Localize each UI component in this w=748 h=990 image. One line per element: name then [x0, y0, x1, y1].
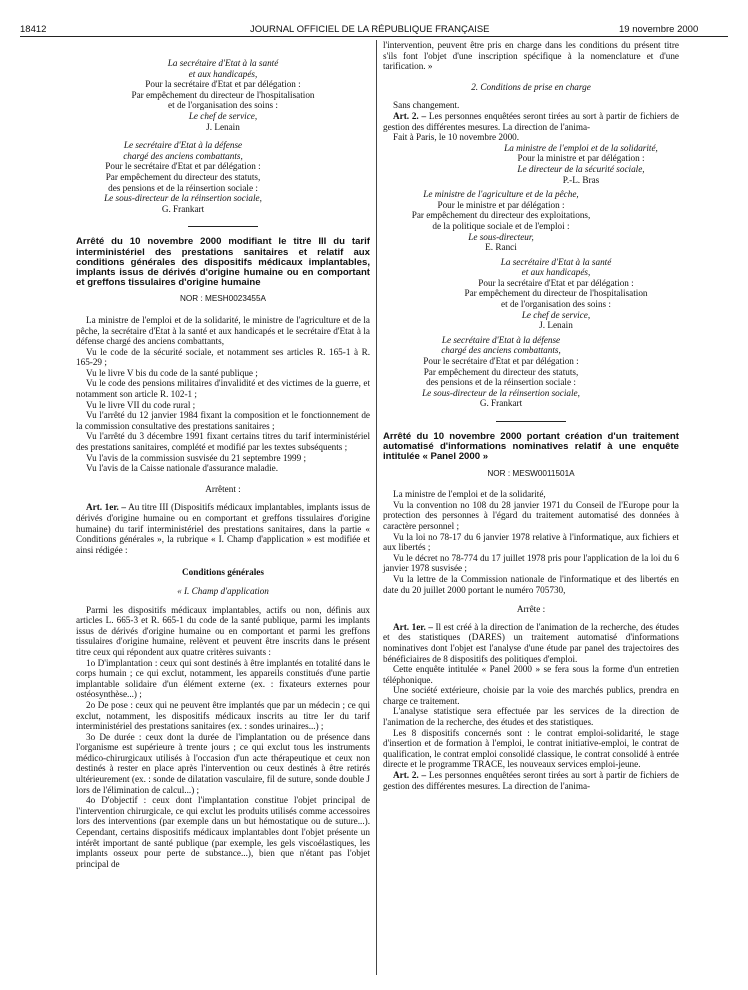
paragraph: Vu la loi no 78-17 du 6 janvier 1978 relative à l'informatique, aux fichiers et aux libertés ; — [383, 531, 679, 553]
paragraph: Vu le code de la sécurité sociale, et notamment ses articles R. 165-1 à R. 165-29 ; — [76, 346, 370, 368]
paragraph: L'analyse statistique sera effectuée par les services de la direction de l'animation de la recherche, des études et des statistiques. — [383, 706, 679, 728]
right-column — [383, 40, 679, 791]
signature-line: La secrétaire d'Etat à la santé — [167, 58, 279, 68]
section-separator — [496, 421, 566, 422]
signature-line: Le directeur de la sécurité sociale, — [517, 163, 645, 174]
section-separator — [188, 226, 258, 227]
signature-line: Le chef de service, — [521, 309, 591, 320]
subsection-heading: 2. Conditions de prise en charge — [471, 81, 591, 92]
signature-line: chargé des anciens combattants, — [123, 150, 243, 161]
decree-title: Arrêté du 10 novembre 2000 portant création d'un traitement automatisé d'informations nominatives relatif à une enquête intitulée « Panel 2000 » — [383, 431, 679, 463]
paragraph: Les 8 dispositifs concernés sont : le contrat emploi-solidarité, le stage d'insertion et de formation à l'emploi, le contrat initiative-emploi, le contrat de qualification, le contrat emploi consolidé classique, le contrat consolidé à entrée directe et le programme TRACE, les nouveaux services emploi-jeune. — [383, 727, 679, 770]
signature-name: J. Lenain — [206, 121, 240, 132]
signature-line: Par empêchement du directeur des exploitations, — [411, 210, 591, 221]
signature-block — [76, 58, 370, 132]
signature-line: La secrétaire d'Etat à la santé — [500, 256, 612, 267]
signature-block — [383, 189, 619, 253]
date-place: Fait à Paris, le 10 novembre 2000. — [393, 132, 520, 143]
paragraph: La ministre de l'emploi et de la solidarité, le ministre de l'agriculture et de la pêche, la secrétaire d'Etat à la santé et aux handicapés et le secrétaire d'Etat à la défense chargé des anciens combattants, — [76, 314, 370, 347]
article-text: Au titre III (Dispositifs médicaux implantables, implants issus de dérivés d'origine humaine ou en comportant et greffons tissulaires d'origine humaine) du tarif interministériel des prestations sanitaires, dans la partie « Conditions générales », la rubrique « I. Champ d'application » est modifiée et ainsi rédigée : — [76, 502, 370, 555]
paragraph: La ministre de l'emploi et de la solidarité, — [393, 489, 546, 500]
section-heading: Conditions générales — [182, 567, 264, 578]
paragraph: 1o D'implantation : ceux qui sont destinés à être implantés en totalité dans le corps humain ; ce qui exclut, notamment, les appareils constitués d'une partie implantable solidaire d'un élément externe (ex. : fixateurs externes pour ostéosynthèse...) ; — [76, 657, 370, 700]
article-label: Art. 1er. – — [86, 502, 127, 513]
article-text: Il est créé à la direction de l'animation de la recherche, des études et des statistiques (DARES) un traitement automatisé d'informations nominatives dont l'objet est l'analyse d'une étude par panel des trajectoires des bénéficiaires de 8 dispositifs des politiques d'emploi. — [383, 621, 680, 664]
article-2 — [383, 111, 679, 132]
decree-title: Arrêté du 10 novembre 2000 modifiant le titre III du tarif interministériel des prestations sanitaires et relatif aux conditions générales des dispositifs médicaux implantables, implants issus de dérivés d'origine humaine ou en comportant et greffons tissulaires d'origine humaine — [76, 236, 370, 289]
header-rule — [20, 36, 728, 37]
signature-block — [76, 140, 290, 214]
left-column — [76, 40, 370, 869]
signature-line: Par empêchement du directeur de l'hospitalisation — [131, 89, 315, 100]
paragraph: Vu le livre V bis du code de la santé publique ; — [86, 367, 258, 378]
paragraph: Vu la lettre de la Commission nationale de l'informatique et des libertés en date du 20 juillet 2000 portant le numéro 705730, — [383, 573, 679, 595]
article-1 — [76, 502, 370, 555]
arrete-heading: Arrête : — [516, 604, 546, 615]
paragraph: 4o D'objectif : ceux dont l'implantation constitue l'objet principal de l'intervention chirurgicale, ce qui exclut les produits utilisés comme accessoires lors des interventions (par exemple dans un but hémostatique ou de suture...). Cependant, certains dispositifs médicaux implantables dont l'objet présente un intérêt important de santé publique (par exemple, les gels viscoélastiques, les implants osseux pour perte de substance...), bien que n'étant pas l'objet principal de — [76, 795, 370, 869]
article-text: Les personnes enquêtées seront tirées au sort à partir de fichiers de gestion des différentes mesures. La direction de l'anima- — [383, 110, 679, 132]
signature-line: des pensions et de la réinsertion sociale : — [108, 182, 258, 193]
signature-name: J. Lenain — [539, 320, 573, 331]
paragraph: Sans changement. — [393, 100, 460, 111]
signature-line: Le sous-directeur, — [468, 231, 534, 242]
signature-line: et de l'organisation des soins : — [168, 100, 278, 111]
nor-reference: NOR : MESW0011501A — [487, 468, 575, 478]
signature-line: Le sous-directeur de la réinsertion sociale, — [422, 387, 580, 398]
article-label: Art. 1er. – — [393, 621, 433, 632]
paragraph: Vu l'arrêté du 3 décembre 1991 fixant certains titres du tarif interministériel des prestations sanitaires, complété et modifié par les textes subséquents ; — [76, 431, 370, 453]
signature-line: chargé des anciens combattants, — [441, 345, 561, 356]
paragraph: 3o De durée : ceux dont la durée de l'implantation ou de présence dans l'organisme est supérieure à trente jours ; ce qui exclut tous les instruments médico-chirurgicaux utilisés à l'occasion d'un acte thérapeutique et ceux non destinés à rester en place après l'intervention ou ceux destinés à être retirés ultérieurement (ex. : sonde de dilatation vasculaire, fil de suture, sonde double J lors de l'élimination de calcul...) ; — [76, 731, 370, 795]
signature-line: et de l'organisation des soins : — [501, 299, 611, 310]
paragraph: Une société extérieure, choisie par la voie des marchés publics, prendra en charge ce traitement. — [383, 685, 679, 706]
signature-line: Par empêchement du directeur de l'hospitalisation — [464, 288, 648, 299]
signature-line: et aux handicapés, — [188, 68, 258, 79]
paragraph: Cette enquête intitulée « Panel 2000 » se fera sous la forme d'un entretien téléphonique. — [383, 664, 679, 685]
signature-block — [483, 143, 679, 185]
signature-line: Par empêchement du directeur des statuts, — [105, 171, 261, 182]
paragraph: Vu le code des pensions militaires d'invalidité et des victimes de la guerre, et notamment son article R. 102-1 ; — [76, 378, 370, 400]
paragraph: l'intervention, peuvent être pris en charge dans les conditions du présent titre s'ils font l'objet d'une inscription spécifique à la nomenclature et d'une tarification. » — [383, 40, 679, 72]
signature-line: Par empêchement du directeur des statuts, — [423, 366, 579, 377]
article-text: Les personnes enquêtées seront tirées au sort à partir de fichiers de gestion des différentes mesures. La direction de l'anima- — [383, 770, 679, 791]
article-label: Art. 2. – — [393, 110, 427, 121]
signature-line: La ministre de l'emploi et de la solidarité, — [504, 142, 658, 153]
issue-date: 19 novembre 2000 — [619, 24, 699, 35]
signature-line: et aux handicapés, — [521, 267, 591, 278]
signature-line: Le secrétaire d'Etat à la défense — [123, 140, 243, 151]
signature-line: des pensions et de la réinsertion sociale : — [426, 377, 576, 388]
signature-line: Le chef de service, — [188, 110, 258, 121]
paragraph: Vu le livre VII du code rural ; — [86, 399, 196, 410]
signature-name: G. Frankart — [161, 203, 205, 214]
signature-block — [433, 257, 679, 331]
signature-line: Le ministre de l'agriculture et de la pêche, — [423, 189, 579, 200]
signature-line: Pour le secrétaire d'Etat et par délégation : — [105, 161, 261, 172]
signature-line: Pour la ministre et par délégation : — [517, 153, 645, 164]
signature-line: Pour le ministre et par délégation : — [437, 199, 565, 210]
article-label: Art. 2. – — [393, 770, 427, 781]
page-header — [0, 0, 748, 36]
page-number: 18412 — [20, 24, 47, 35]
paragraph: Parmi les dispositifs médicaux implantables, actifs ou non, définis aux articles L. 665-3 et R. 665-1 du code de la santé publique, parmi les implants issus de dérivés d'origine humaine ou en comportant et parmi les greffons tissulaires d'origine humaine, relèvent et peuvent être inscrits dans le présent titre ceux qui répondent aux quatre critères suivants : — [76, 604, 370, 657]
journal-title: JOURNAL OFFICIEL DE LA RÉPUBLIQUE FRANÇAISE — [250, 24, 490, 35]
paragraph: 2o De pose : ceux qui ne peuvent être implantés que par un médecin ; ce qui exclut, notamment, les dispositifs médicaux inscrits au titre Ier du tarif interministériel des prestations sanitaires (ex. : sondes urinaires...) ; — [76, 699, 370, 732]
signature-line: Pour la secrétaire d'Etat et par délégation : — [145, 79, 301, 90]
signature-name: G. Frankart — [479, 398, 523, 409]
signature-line: de la politique sociale et de l'emploi : — [432, 220, 570, 231]
signature-line: Pour la secrétaire d'Etat et par délégation : — [478, 277, 634, 288]
signature-line: Le sous-directeur de la réinsertion sociale, — [104, 193, 262, 204]
paragraph: Vu le décret no 78-774 du 17 juillet 1978 pris pour l'application de la loi du 6 janvier 1978 susvisée ; — [383, 552, 679, 574]
article-2b — [383, 770, 679, 791]
arrete-heading: Arrêtent : — [205, 483, 241, 494]
paragraph: Vu la convention no 108 du 28 janvier 1971 du Conseil de l'Europe pour la protection des personnes à l'égard du traitement automatisé des données à caractère personnel ; — [383, 499, 679, 531]
signature-block — [383, 335, 619, 409]
paragraph: Vu l'arrêté du 12 janvier 1984 fixant la composition et le fonctionnement de la commission consultative des prestations sanitaires ; — [76, 410, 370, 431]
signature-line: Pour le secrétaire d'Etat et par délégation : — [423, 356, 579, 367]
nor-reference: NOR : MESH0023455A — [179, 294, 266, 304]
signature-name: E. Ranci — [485, 242, 517, 253]
subsection-heading: « I. Champ d'application — [177, 585, 269, 596]
paragraph: Vu l'avis de la Caisse nationale d'assurance maladie. — [86, 463, 279, 474]
article-1 — [383, 622, 679, 664]
paragraph: Vu l'avis de la commission susvisée du 21 septembre 1999 ; — [86, 452, 307, 463]
signature-line: Le secrétaire d'Etat à la défense — [441, 334, 561, 345]
signature-name: P.-L. Bras — [562, 174, 600, 185]
column-divider — [376, 40, 377, 975]
